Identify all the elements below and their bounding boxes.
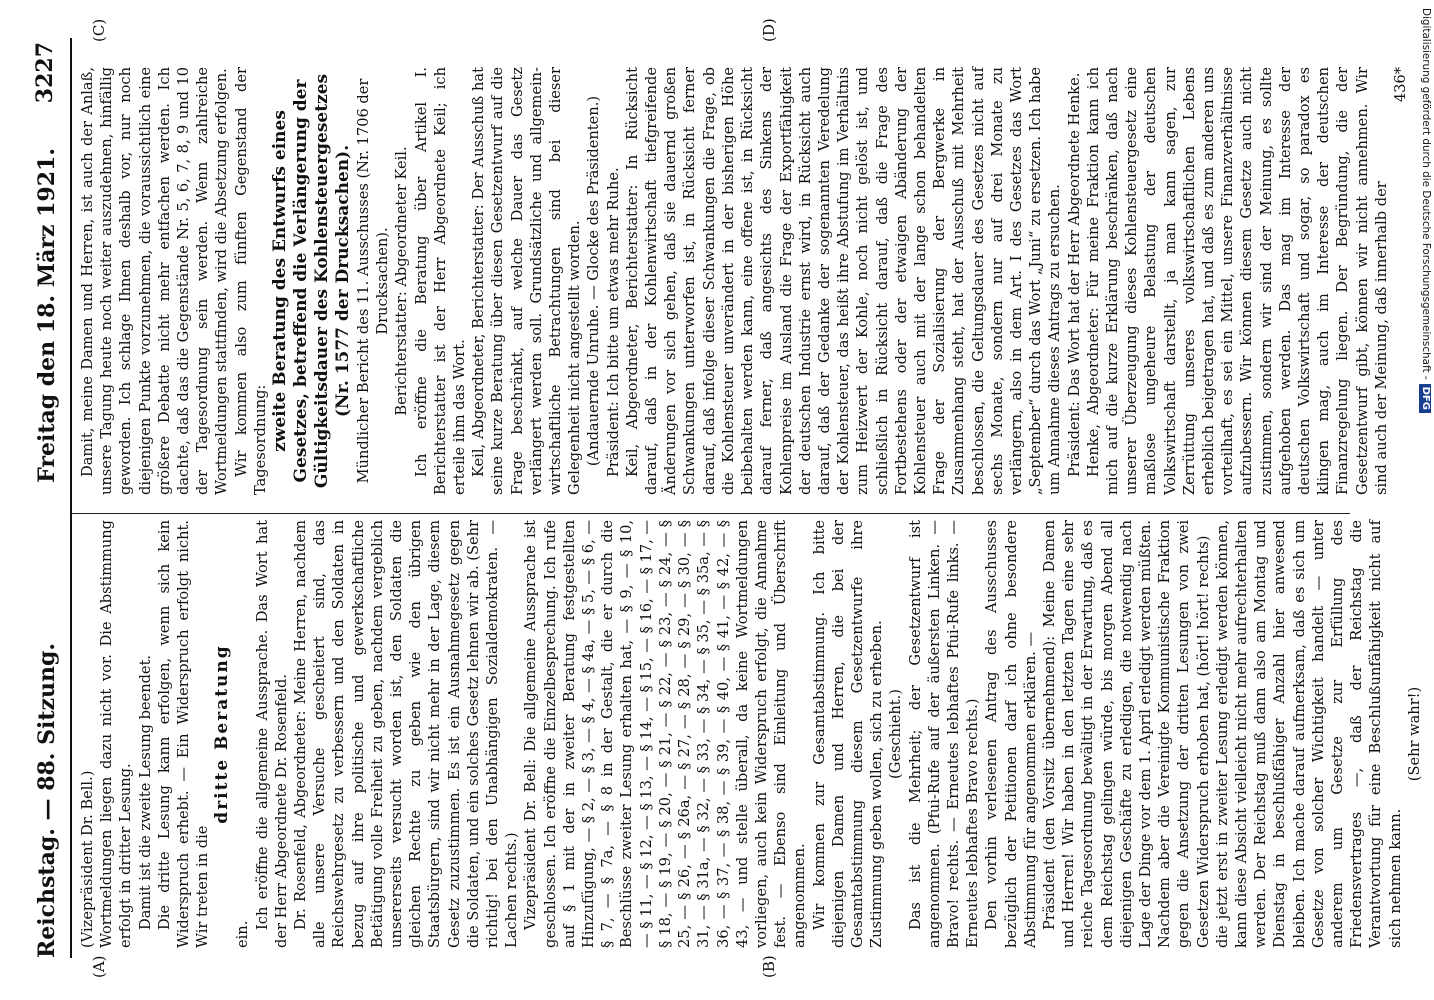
right-text-column	[78, 67, 1409, 495]
paragraph: Damit, meine Damen und Herren, ist auch der Anlaß, unsere Tagung heute noch weiter auszudehnen, hinfällig geworden. Ich schlage Ihnen deshalb vor, nur noch diejenigen Punkte vorzunehmen, die voraussichtlich eine größere Debatte nicht mehr entfachen werden. Ich dachte, daß das die Gegenstände Nr. 5, 6, 7, 8, 9 und 10 der Tagesordnung sein werden. Wenn zahlreiche Wortmeldungen stattfinden, wird die Absetzung erfolgen.	[79, 67, 231, 495]
paragraph: Damit ist die zweite Lesung beendet.	[136, 654, 154, 930]
stage-direction: (Andauernde Unruhe. — Glocke des Präsidenten.)	[585, 95, 603, 467]
rapporteur-line: Berichterstatter: Abgeordneter Keil.	[393, 146, 411, 416]
paragraph: Wir kommen zur Gesamtabstimmung. Ich bitte diejenigen Damen und Herren, die bei der Gesamtabstimmung diesem Gesetzentwurfe ihre Zustimmung geben wollen, sich zu erheben.	[810, 520, 886, 948]
paragraph: Wortmeldungen liegen dazu nicht vor. Die Abstimmung erfolgt in dritter Lesung.	[98, 520, 135, 948]
stage-direction: (Geschieht.)	[887, 689, 905, 779]
left-text-column	[78, 520, 1423, 948]
speech-president: Präsident: Das Wort hat der Herr Abgeordnete Henke.	[1065, 72, 1083, 477]
margin-marker-c: (C)	[90, 18, 108, 42]
sheet-signature: 436*	[1392, 67, 1409, 103]
column-divider	[70, 513, 1350, 514]
header-date: Freitag den 18. März 1921.	[34, 148, 60, 483]
agenda-item-heading: zweite Beratung des Entwurfs eines Gesetzes, betreffend die Verlängerung der Gültigkeitsdauer des Kohlensteuergesetzes (Nr. 1577 der Drucksachen).	[270, 73, 354, 489]
speech-keil: Keil, Abgeordneter, Berichterstatter: Der Ausschuß hat seine kurze Beratung über diesen Gesetzentwurf auf die Frage beschränkt, auf welche Dauer das Gesetz verlängert werden soll. Grundsätzliche und allgemein-wirtschaftliche Betrachtungen sind bei dieser Gelegenheit nicht angestellt worden.	[470, 67, 584, 495]
stage-direction: (Sehr wahr!)	[1405, 686, 1423, 782]
speech-henke: Henke, Abgeordneter: Für meine Fraktion kann ich mich auf die kurze Erklärung beschränken, daß nach unserer Überzeugung dieses Kohlensteuergesetz eine maßlose ungeheure Belastung der deutschen Volkswirtschaft darstellt, ja man kann sagen, zur Zerrüttung unseres volkswirtschaftlichen Lebens erheblich beigetragen hat, und daß es zum anderen uns vorteilhaft, es sei ein Mittel, unsere Finanzverhältnisse aufzubessern. Wir können diesem Gesetze auch nicht zustimmen, sondern wir sind der Meinung, es sollte aufgehoben werden. Das mag im Interesse der deutschen Volkswirtschaft und sogar, so paradox es klingen mag, auch im Interesse der deutschen Finanzregelung liegen. Der Begründung, die der Gesetzentwurf gibt, können wir nicht annehmen. Wir sind auch der Meinung, daß innerhalb der	[1084, 67, 1390, 495]
paragraph: ein.	[234, 920, 252, 948]
credit-text: Digitalisierung gefördert durch die Deutsche Forschungsgemeinschaft -	[1420, 8, 1432, 380]
header-session: Reichstag. — 88. Sitzung.	[34, 642, 60, 958]
report-reference: Mündlicher Bericht des 11. Ausschusses (Nr. 1706 der Drucksachen).	[355, 78, 392, 484]
margin-marker-a: (A)	[90, 955, 108, 978]
digitization-credit	[1420, 8, 1432, 998]
speech-keil-continued: Keil, Abgeordneter, Berichterstatter: In Rücksicht darauf, daß in der Kohlenwirtschaft tiefgreifende Änderungen vor sich gehen, daß sie dauernd großen Schwankungen unterworfen ist, in Rücksicht ferner darauf, daß infolge dieser Schwankungen die Frage, ob die Kohlensteuer unverändert in der bisherigen Höhe beibehalten werden kann, eine offene ist, in Rücksicht darauf ferner, daß angesichts des Sinkens der Kohlenpreise im Ausland die Frage der Exportfähigkeit der deutschen Industrie ernst wird, in Rücksicht auch darauf, daß der Gedanke der sogenannten Veredelung der Kohlensteuer, das heißt ihre Abstufung im Verhältnis zum Heizwert der Kohle, noch nicht gelöst ist, und schließlich in Rücksicht darauf, daß die Frage des Fortbestehens oder der etwaigen Abänderung der Kohlensteuer auch mit der lange schon behandelten Frage der Sozialisierung der Bergwerke in Zusammenhang steht, hat der Ausschuß mit Mehrheit beschlossen, die Geltungsdauer des Gesetzes nicht auf sechs Monate, sondern nur auf drei Monate zu verlängern, also in dem Art. I des Gesetzes das Wort „September“ durch das Wort „Juni“ zu ersetzen. Ich habe um Annahme dieses Antrags zu ersuchen.	[623, 67, 1064, 495]
section-heading-dritte-beratung: dritte Beratung	[212, 644, 233, 824]
speech-president: Präsident: Ich bitte um etwas mehr Ruhe.	[604, 167, 622, 477]
speech-president: Präsident (den Vorsitz übernehmend): Meine Damen und Herren! Wir haben in den letzten Tagen eine sehr reiche Tagesordnung bewältigt in der Erwartung, daß es dem Reichstag gelingen würde, bis morgen Abend all diejenigen Geschäfte zu erledigen, die notwendig nach Lage der Dinge vor dem 1. April erledigt werden müßten. Nachdem aber die Vereinigte Kommunistische Fraktion gegen die Ansetzung der dritten Lesungen von zwei Gesetzen Widerspruch erhoben hat, (hört! hört! rechts)	[1040, 520, 1212, 948]
page-number: 3227	[32, 42, 58, 104]
margin-marker-d: (D)	[760, 18, 778, 42]
paragraph: Wir kommen also zum fünften Gegenstand der Tagesordnung:	[232, 67, 269, 495]
paragraph: Ich eröffne die allgemeine Aussprache. Das Wort hat der Herr Abgeordnete Dr. Rosenfeld.	[253, 520, 290, 948]
paragraph: Das ist die Mehrheit; der Gesetzentwurf ist angenommen. (Pfui-Rufe auf der äußersten Linken. — Bravo! rechts. — Erneutes lebhaftes Pfui-Rufe links. — Erneutes lebhaftes Bravo rechts.)	[906, 520, 982, 948]
speech-rosenfeld: Dr. Rosenfeld, Abgeordneter: Meine Herren, nachdem alle unsere Versuche gescheitert sind, das Reichswehrgesetz zu verbessern und den Soldaten in bezug auf ihre politische und gewerkschaftliche Betätigung volle Freiheit zu geben, nachdem vergeblich unsererseits versucht worden ist, den Soldaten die gleichen Rechte zu geben wie den übrigen Staatsbürgern, sind wir nicht mehr in der Lage, diesem Gesetz zuzustimmen. Es ist ein Ausnahmegesetz gegen die Soldaten, und ein solches Gesetz lehnen wir ab. (Sehr richtig! bei den Unabhängigen Sozialdemokraten. — Lachen rechts.)	[292, 520, 521, 948]
paragraph: Die dritte Lesung kann erfolgen, wenn sich kein Widerspruch erhebt. — Ein Widerspruch erfolgt nicht. Wir treten in die	[155, 520, 212, 948]
paragraph: die jetzt erst in zweiter Lesung erledigt werden können, kann diese Absicht vielleicht nicht mehr aufrechterhalten werden. Der Reichstag muß dann also am Montag und Dienstag in beschlußfähiger Anzahl hier anwesend bleiben. Ich mache darauf aufmerksam, daß es sich um Gesetze von solcher Wichtigkeit handelt — unter anderem um Gesetze zur Erfüllung des Friedensvertrages —, daß der Reichstag die Verantwortung für eine Beschlußunfähigkeit nicht auf sich nehmen kann.	[1213, 520, 1404, 948]
paragraph: Den vorhin verlesenen Antrag des Ausschusses bezüglich der Petitionen darf ich ohne besondere Abstimmung für angenommen erklären. —	[983, 520, 1039, 948]
paragraph: Ich eröffne die Beratung über Artikel I. Berichterstatter ist der Herr Abgeordnete Keil; ich erteile ihm das Wort.	[412, 67, 469, 495]
page-header	[28, 38, 72, 958]
speech-bell: Vizepräsident Dr. Bell: Die allgemeine Aussprache ist geschlossen. Ich eröffne die Einzelbesprechung. Ich rufe auf § 1 mit der in zweiter Beratung festgestellten Hinzufügung, — § 2, — § 3, — § 4, — § 4a, — § 5, — § 6, — § 7, — § 7a, — § 8 in der Gestalt, die er durch die Beschlüsse zweiter Lesung erhalten hat, — § 9, — § 10, — § 11, — § 12, — § 13, — § 14, — § 15, — § 16, — § 17, — § 18, — § 19, — § 20, — § 21, — § 22, — § 23, — § 24, — § 25, — § 26, — § 26a, — § 27, — § 28, — § 29, — § 30, — § 31, — § 31a, — § 32, — § 33, — § 34, — § 35, — § 35a, — § 36, — § 37, — § 38, — § 39, — § 40, — § 41, — § 42, — § 43, — und stelle überall, da keine Wortmeldungen vorliegen, auch kein Widerspruch erfolgt, die Annahme fest. — Ebenso sind Einleitung und Überschrift angenommen.	[522, 520, 809, 948]
dfg-logo: DFG	[1419, 384, 1431, 413]
speaker-note: (Vizepräsident Dr. Bell.)	[79, 770, 96, 948]
margin-marker-b: (B)	[760, 955, 778, 978]
